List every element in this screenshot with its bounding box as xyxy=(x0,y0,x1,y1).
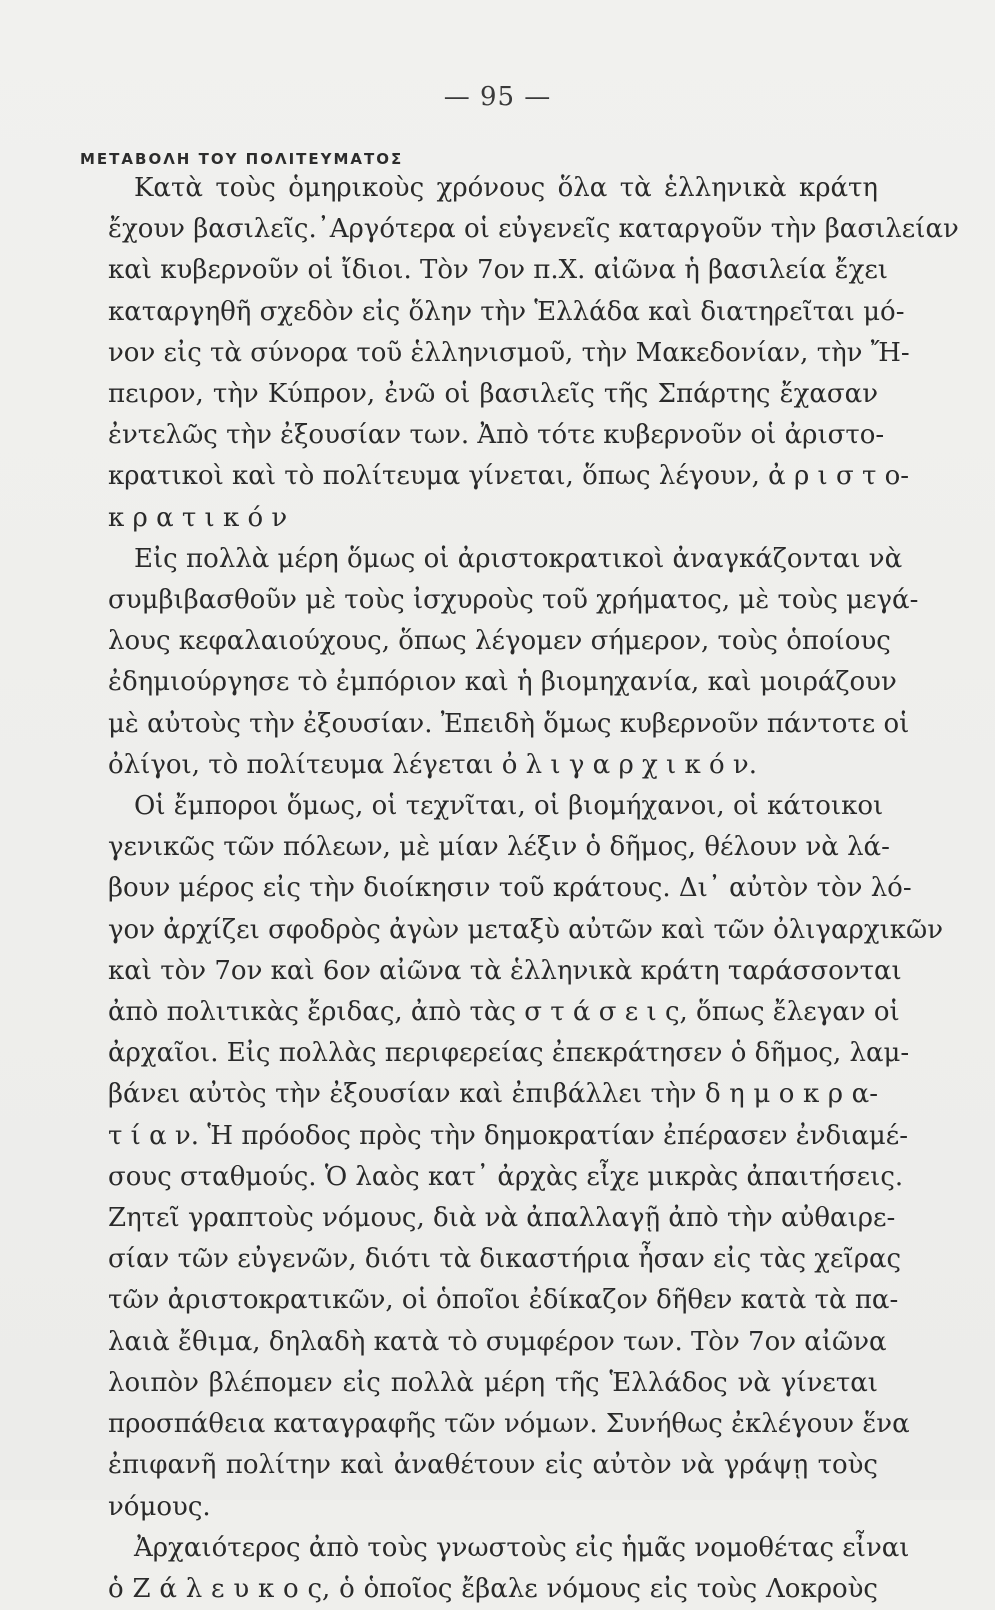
text-line: κ ρ α τ ι κ ό ν xyxy=(108,502,288,533)
text-line: καὶ τὸν 7ον καὶ 6ον αἰῶνα τὰ ἑλληνικὰ κράτη ταράσσονται xyxy=(108,955,902,986)
text-line: συμβιβασθοῦν μὲ τοὺς ἰσχυροὺς τοῦ χρήματος, μὲ τοὺς μεγά- xyxy=(108,585,919,616)
text-line: ἐπιφανῆ πολίτην καὶ ἀναθέτουν εἰς αὐτὸν νὰ γράψῃ τοὺς xyxy=(108,1450,878,1481)
text-line: καταργηθῆ σχεδὸν εἰς ὅλην τὴν Ἑλλάδα καὶ διατηρεῖται μό- xyxy=(108,296,905,327)
text-line: νόμους. xyxy=(108,1491,211,1522)
text-line: Ζητεῖ γραπτοὺς νόμους, διὰ νὰ ἀπαλλαγῇ ἀπὸ τὴν αὐθαιρε- xyxy=(108,1203,896,1234)
body-text xyxy=(108,168,959,1610)
text-line: Ἀρχαιότερος ἀπὸ τοὺς γνωστοὺς εἰς ἡμᾶς νομοθέτας εἶναι xyxy=(134,1532,910,1563)
text-line: γενικῶς τῶν πόλεων, μὲ μίαν λέξιν ὁ δῆμος, θέλουν νὰ λά- xyxy=(108,832,890,863)
text-line: λαιὰ ἔθιμα, δηλαδὴ κατὰ τὸ συμφέρον των. Τὸν 7ον αἰῶνα xyxy=(108,1326,887,1357)
text-line: ἀπὸ πολιτικὰς ἔριδας, ἀπὸ τὰς σ τ ά σ ε ι ς, ὅπως ἔλεγαν οἱ xyxy=(108,997,900,1028)
text-line: τ ί α ν. Ἡ πρόοδος πρὸς τὴν δημοκρατίαν ἐπέρασεν ἐνδιαμέ- xyxy=(108,1120,909,1151)
section-heading: ΜΕΤΑΒΟΛΗ ΤΟΥ ΠΟΛΙΤΕΥΜΑΤΟΣ xyxy=(80,150,404,168)
text-line: κρατικοὶ καὶ τὸ πολίτευμα γίνεται, ὅπως λέγουν, ἀ ρ ι σ τ ο- xyxy=(108,461,910,492)
text-line: λοιπὸν βλέπομεν εἰς πολλὰ μέρη τῆς Ἑλλάδος νὰ γίνεται xyxy=(108,1367,878,1398)
text-line: βουν μέρος εἰς τὴν διοίκησιν τοῦ κράτους. Δι᾿ αὐτὸν τὸν λό- xyxy=(108,873,912,904)
text-line: ὁ Ζ ά λ ε υ κ ο ς, ὁ ὁποῖος ἔβαλε νόμους εἰς τοὺς Λοκροὺς xyxy=(108,1573,878,1604)
text-line: σους σταθμούς. Ὁ λαὸς κατ᾿ ἀρχὰς εἶχε μικρὰς ἀπαιτήσεις. xyxy=(108,1161,904,1192)
text-line: ἀρχαῖοι. Εἰς πολλὰς περιφερείας ἐπεκράτησεν ὁ δῆμος, λαμ- xyxy=(108,1038,910,1069)
page-number: — 95 — xyxy=(443,82,552,112)
text-line: ὀλίγοι, τὸ πολίτευμα λέγεται ὀ λ ι γ α ρ χ ι κ ό ν. xyxy=(108,749,757,780)
text-line: γον ἀρχίζει σφοδρὸς ἀγὼν μεταξὺ αὐτῶν καὶ τῶν ὀλιγαρχικῶν xyxy=(108,914,944,945)
text-line: ἐδημιούργησε τὸ ἐμπόριον καὶ ἡ βιομηχανία, καὶ μοιράζουν xyxy=(108,667,897,698)
text-line: σίαν τῶν εὐγενῶν, διότι τὰ δικαστήρια ἦσαν εἰς τὰς χεῖρας xyxy=(108,1244,902,1275)
text-line: ἐντελῶς τὴν ἐξουσίαν των. Ἀπὸ τότε κυβερνοῦν οἱ ἀριστο- xyxy=(108,420,885,451)
text-line: νον εἰς τὰ σύνορα τοῦ ἑλληνισμοῦ, τὴν Μακεδονίαν, τὴν Ἤ- xyxy=(108,337,910,368)
text-line: Εἰς πολλὰ μέρη ὅμως οἱ ἀριστοκρατικοὶ ἀναγκάζονται νὰ xyxy=(134,543,903,574)
text-line: πειρον, τὴν Κύπρον, ἐνῶ οἱ βασιλεῖς τῆς Σπάρτης ἔχασαν xyxy=(108,379,878,410)
text-line: καὶ κυβερνοῦν οἱ ἴδιοι. Τὸν 7ον π.Χ. αἰῶνα ἡ βασιλεία ἔχει xyxy=(108,255,888,286)
text-line: ἔχουν βασιλεῖς.᾿Αργότερα οἱ εὐγενεῖς καταργοῦν τὴν βασιλείαν xyxy=(108,214,959,245)
text-line: προσπάθεια καταγραφῆς τῶν νόμων. Συνήθως ἐκλέγουν ἕνα xyxy=(108,1409,910,1440)
text-line: λους κεφαλαιούχους, ὅπως λέγομεν σήμερον, τοὺς ὁποίους xyxy=(108,626,891,657)
text-line: Οἱ ἔμποροι ὅμως, οἱ τεχνῖται, οἱ βιομήχανοι, οἱ κάτοικοι xyxy=(134,791,884,822)
text-line: βάνει αὐτὸς τὴν ἐξουσίαν καὶ ἐπιβάλλει τὴν δ η μ ο κ ρ α- xyxy=(108,1079,878,1110)
text-line: μὲ αὐτοὺς τὴν ἐξουσίαν. Ἐπειδὴ ὅμως κυβερνοῦν πάντοτε οἱ xyxy=(108,708,910,739)
text-line: Κατὰ τοὺς ὁμηρικοὺς χρόνους ὅλα τὰ ἑλληνικὰ κράτη xyxy=(134,173,878,203)
text-line: τῶν ἀριστοκρατικῶν, οἱ ὁποῖοι ἐδίκαζον δῆθεν κατὰ τὰ πα- xyxy=(108,1285,899,1316)
